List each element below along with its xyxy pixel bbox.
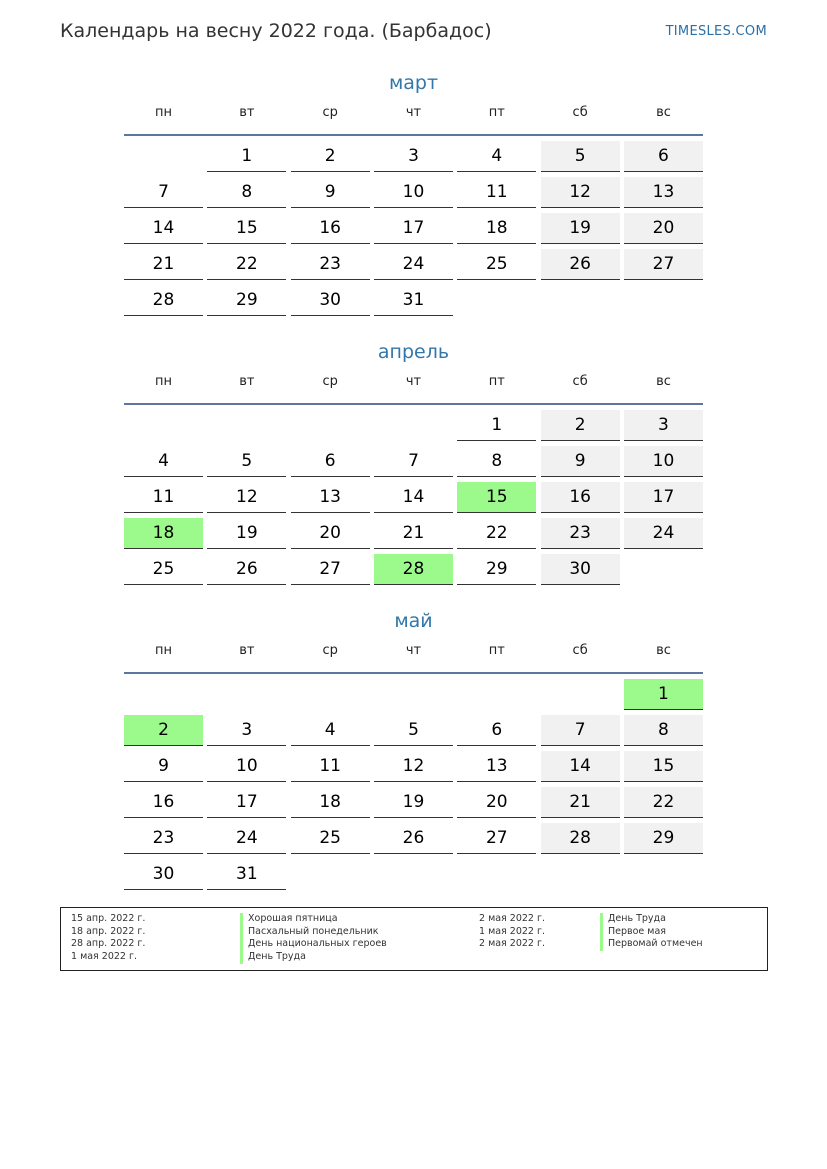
weekday-label: ср: [322, 105, 338, 120]
holiday-day-cell: 28: [374, 554, 453, 585]
legend-date: 28 апр. 2022 г.: [71, 938, 146, 950]
day-cell: 29: [207, 285, 286, 316]
day-cell: 3: [207, 715, 286, 746]
empty-cell: [291, 410, 370, 441]
holiday-day-cell: 15: [457, 482, 536, 513]
day-cell: 24: [374, 249, 453, 280]
day-cell: 21: [124, 249, 203, 280]
legend-date: 18 апр. 2022 г.: [71, 925, 146, 937]
day-cell: 16: [124, 787, 203, 818]
day-cell: 7: [124, 177, 203, 208]
day-cell: 11: [457, 177, 536, 208]
day-cell: 24: [207, 823, 286, 854]
day-cell: 23: [291, 249, 370, 280]
day-cell: 26: [374, 823, 453, 854]
weekday-label: сб: [572, 643, 588, 658]
day-cell: 26: [207, 554, 286, 585]
day-cell: 4: [124, 446, 203, 477]
day-cell: 5: [374, 715, 453, 746]
day-cell: 6: [624, 141, 703, 172]
weekday-label: пт: [488, 374, 505, 389]
day-cell: 22: [624, 787, 703, 818]
empty-cell: [291, 679, 370, 710]
day-cell: 16: [291, 213, 370, 244]
day-cell: 7: [374, 446, 453, 477]
month-calendar: [124, 606, 703, 890]
header-divider: [124, 672, 703, 674]
month-calendar: [124, 68, 703, 316]
day-cell: 26: [541, 249, 620, 280]
empty-cell: [207, 679, 286, 710]
legend-holiday-name: Хорошая пятница: [240, 913, 387, 926]
day-cell: 14: [374, 482, 453, 513]
day-cell: 13: [291, 482, 370, 513]
holiday-day-cell: 1: [624, 679, 703, 710]
day-cell: 8: [624, 715, 703, 746]
legend-holiday-name: Пасхальный понедельник: [240, 926, 387, 939]
day-cell: 8: [457, 446, 536, 477]
day-cell: 16: [541, 482, 620, 513]
day-cell: 25: [457, 249, 536, 280]
day-cell: 1: [207, 141, 286, 172]
day-cell: 3: [374, 141, 453, 172]
weekday-label: чт: [405, 374, 422, 389]
legend-date: 2 мая 2022 г.: [479, 938, 545, 950]
day-cell: 22: [457, 518, 536, 549]
weekday-label: чт: [405, 105, 422, 120]
day-cell: 2: [541, 410, 620, 441]
weekday-label: ср: [322, 643, 338, 658]
day-cell: 18: [291, 787, 370, 818]
weekday-label: пт: [488, 105, 505, 120]
day-cell: 6: [457, 715, 536, 746]
day-cell: 30: [124, 859, 203, 890]
weekday-label: сб: [572, 374, 588, 389]
day-cell: 11: [124, 482, 203, 513]
day-cell: 28: [124, 285, 203, 316]
day-grid: [124, 679, 703, 890]
day-cell: 21: [541, 787, 620, 818]
weekday-label: вт: [239, 643, 255, 658]
day-cell: 15: [624, 751, 703, 782]
day-cell: 4: [457, 141, 536, 172]
day-cell: 28: [541, 823, 620, 854]
day-cell: 9: [541, 446, 620, 477]
weekday-label: вт: [239, 105, 255, 120]
day-cell: 12: [207, 482, 286, 513]
day-cell: 31: [374, 285, 453, 316]
day-cell: 17: [207, 787, 286, 818]
day-cell: 20: [624, 213, 703, 244]
day-cell: 10: [624, 446, 703, 477]
day-cell: 4: [291, 715, 370, 746]
legend-holiday-name: Первомай отмечен: [600, 938, 703, 951]
day-cell: 27: [457, 823, 536, 854]
day-cell: 23: [541, 518, 620, 549]
header-divider: [124, 403, 703, 405]
holiday-legend: [60, 907, 768, 971]
day-cell: 25: [124, 554, 203, 585]
month-name: май: [394, 610, 433, 632]
day-cell: 6: [291, 446, 370, 477]
day-cell: 10: [207, 751, 286, 782]
day-cell: 17: [624, 482, 703, 513]
holiday-day-cell: 2: [124, 715, 203, 746]
legend-holiday-name: День Труда: [240, 951, 387, 964]
day-cell: 12: [541, 177, 620, 208]
site-link[interactable]: TIMESLES.COM: [665, 24, 767, 39]
empty-cell: [124, 410, 203, 441]
day-cell: 27: [624, 249, 703, 280]
day-grid: [124, 141, 703, 316]
weekday-label: вт: [239, 374, 255, 389]
day-cell: 20: [291, 518, 370, 549]
day-cell: 31: [207, 859, 286, 890]
empty-cell: [457, 679, 536, 710]
day-cell: 21: [374, 518, 453, 549]
day-cell: 30: [541, 554, 620, 585]
day-cell: 24: [624, 518, 703, 549]
day-cell: 29: [457, 554, 536, 585]
day-cell: 19: [541, 213, 620, 244]
day-cell: 7: [541, 715, 620, 746]
weekday-label: пн: [155, 643, 172, 658]
empty-cell: [124, 141, 203, 172]
day-cell: 14: [124, 213, 203, 244]
day-cell: 14: [541, 751, 620, 782]
day-cell: 9: [124, 751, 203, 782]
day-cell: 19: [207, 518, 286, 549]
empty-cell: [374, 679, 453, 710]
day-cell: 25: [291, 823, 370, 854]
weekday-header: [124, 371, 703, 401]
month-name: март: [388, 72, 439, 94]
legend-date: 1 мая 2022 г.: [71, 951, 137, 963]
empty-cell: [124, 679, 203, 710]
empty-cell: [207, 410, 286, 441]
weekday-label: пн: [155, 374, 172, 389]
day-cell: 10: [374, 177, 453, 208]
legend-holiday-name: День национальных героев: [240, 938, 387, 951]
weekday-label: сб: [572, 105, 588, 120]
day-cell: 11: [291, 751, 370, 782]
day-cell: 23: [124, 823, 203, 854]
weekday-header: [124, 640, 703, 670]
day-cell: 9: [291, 177, 370, 208]
weekday-header: [124, 102, 703, 132]
day-cell: 5: [541, 141, 620, 172]
day-cell: 27: [291, 554, 370, 585]
page-title: Календарь на весну 2022 года. (Барбадос): [60, 20, 492, 42]
legend-date: 1 мая 2022 г.: [479, 925, 545, 937]
day-cell: 29: [624, 823, 703, 854]
weekday-label: вс: [656, 374, 671, 389]
day-cell: 22: [207, 249, 286, 280]
day-cell: 3: [624, 410, 703, 441]
day-cell: 8: [207, 177, 286, 208]
legend-holiday-name: Первое мая: [600, 926, 703, 939]
day-cell: 20: [457, 787, 536, 818]
header-divider: [124, 134, 703, 136]
legend-date: 2 мая 2022 г.: [479, 913, 545, 924]
day-cell: 1: [457, 410, 536, 441]
day-cell: 2: [291, 141, 370, 172]
weekday-label: пт: [488, 643, 505, 658]
day-cell: 17: [374, 213, 453, 244]
day-cell: 13: [624, 177, 703, 208]
day-cell: 19: [374, 787, 453, 818]
weekday-label: чт: [405, 643, 422, 658]
day-cell: 18: [457, 213, 536, 244]
weekday-label: пн: [155, 105, 172, 120]
holiday-day-cell: 18: [124, 518, 203, 549]
day-cell: 15: [207, 213, 286, 244]
weekday-label: вс: [656, 105, 671, 120]
day-cell: 12: [374, 751, 453, 782]
weekday-label: ср: [322, 374, 338, 389]
day-grid: [124, 410, 703, 585]
legend-date: 15 апр. 2022 г.: [71, 913, 146, 924]
day-cell: 13: [457, 751, 536, 782]
weekday-label: вс: [656, 643, 671, 658]
day-cell: 30: [291, 285, 370, 316]
empty-cell: [541, 679, 620, 710]
month-calendar: [124, 337, 703, 585]
month-name: апрель: [377, 341, 450, 363]
empty-cell: [374, 410, 453, 441]
legend-holiday-name: День Труда: [600, 913, 703, 926]
day-cell: 5: [207, 446, 286, 477]
